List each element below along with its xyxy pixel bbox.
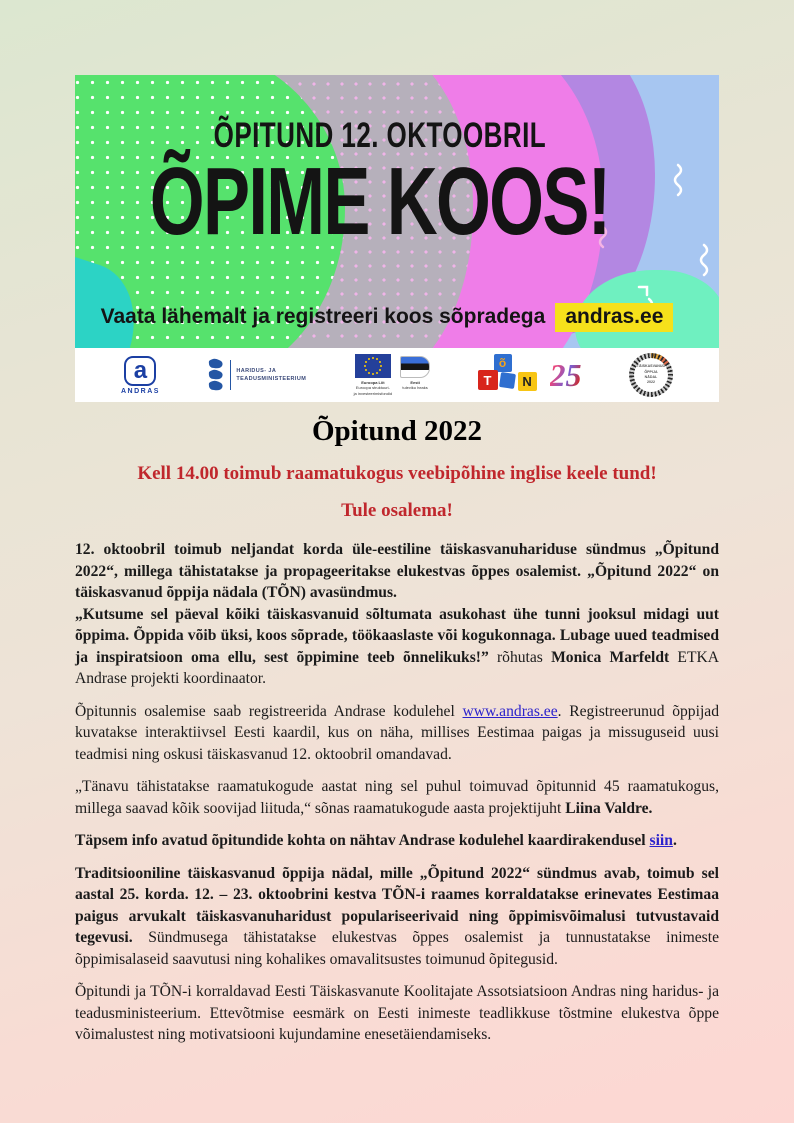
eu-caption-line1: Euroopa Liit (361, 379, 385, 385)
intro-text: 12. oktoobril toimub neljandat korda üle-eestiline täiskasvanuhariduse sündmus „Õpitund 2022“, millega tähistatakse ja propageeritakse elukestvas õppes osalemist. „Õpitund 2022“ on täiskasvanud õppija nädala (TÕN) avasündmus. (75, 541, 719, 602)
ton-block-n: N (518, 372, 537, 391)
andras-logo (121, 356, 160, 395)
eu-caption-line3: ja investeerimisfondid (353, 390, 393, 396)
banner-headline-main: ÕPIME KOOS! (150, 147, 610, 255)
libraries-quote: „Tänavu tähistatakse raamatukogude aastat ning sel puhul toimuvad õpitunnid 45 raamatukogus, millega saavad kõik soovijad liituda,“ sõnas raamatukogude aasta projektijuht (75, 778, 719, 817)
ministry-logo-divider (230, 360, 231, 390)
ton-25-anniversary: 25 (549, 357, 582, 393)
squiggle-icon (697, 243, 711, 277)
ministry-logo-text (236, 367, 306, 384)
paragraph-map-info (75, 830, 719, 852)
badge-line4: 2022 (646, 380, 655, 385)
ton-week-regular: Sündmusega tähistatakse elukestvas õppes osalemist ja tunnustatakse inimeste õppimisalaseid saavutusi ning kohalikes omavalitsustes toimunud õpitegusid. (75, 929, 719, 968)
ton-block-o: õ (494, 354, 512, 372)
andras-logo-icon: a (124, 356, 156, 386)
ton-week-bold: Traditsiooniline täiskasvanud õppija nädal, mille „Õpitund 2022“ sündmus avab, toimub sel aastal 25. korda. 12. – 23. oktoobrini kestva TÕN-i raames korraldatakse erinevates Eestimaa paigus arvukalt täiskasvanuharidust populariseerivaid ning õppimisvõimalusi tutvustavaid tegevusi. (75, 864, 719, 947)
anniversary-round-badge (629, 353, 673, 397)
banner-andras-badge: andras.ee (555, 303, 673, 332)
page-title: Õpitund 2022 (311, 415, 483, 447)
registration-text-start: Õpitunnis osalemise saab registreerida Andrase kodulehel (75, 702, 463, 720)
ton-logo (478, 354, 582, 396)
andras-logo-label: ANDRAS (121, 387, 160, 395)
campaign-banner (75, 75, 719, 348)
estonia-flag-icon (400, 356, 430, 378)
paragraph-ton-week (75, 863, 719, 971)
ministry-name-line2: TEADUSMINISTEERIUM (236, 376, 307, 382)
logo-bar (75, 348, 719, 402)
article-content (75, 415, 719, 1046)
estonia-flag-caption (402, 380, 427, 391)
announcement-line: Kell 14.00 toimub raamatukogus veebipõhine inglise keele tund! (137, 463, 657, 484)
banner-tagline: Vaata lähemalt ja registreeri koos sõpradega (100, 305, 546, 328)
quote-attribution: rõhutas (496, 648, 552, 666)
map-info-period: . (672, 832, 677, 850)
badge-line3: NÄDAL (644, 375, 658, 379)
estonia-caption-line1: Eesti (410, 379, 420, 385)
paragraph-quote (75, 604, 719, 690)
coordinator-name: Monica Marfeldt (551, 648, 670, 666)
registration-text-end: . Registreerunud õppijad kuvatakse interaktiivsel Eesti kaardil, kus on näha, millises Eestimaa paigas ja missuguseid uusi teadmisi ning oskusi täiskasvanud 12. oktoobril omandavad. (75, 702, 719, 763)
quote-text: „Kutsume sel päeval kõiki täiskasvanuid sõltumata asukohast ühe tunni jooksul midagi uut õppima. Õppida võib üksi, koos sõprade, töökaaslaste või kogukonnaga. Lubage uued teadmised ja inspiratsioon oma ellu, sest õppimine teeb õnnelikuks!” (75, 605, 719, 666)
estonia-caption-line2: tuleviku heaks (402, 385, 428, 391)
ton-block-middle (499, 372, 516, 389)
three-lions-icon (207, 358, 225, 392)
eu-funding-logo (354, 354, 430, 397)
paragraph-registration (75, 701, 719, 766)
ministry-name-line1: HARIDUS- JA (236, 367, 277, 374)
project-lead-name: Liina Valdre. (565, 799, 653, 817)
anniversary-badge-text (634, 358, 668, 392)
banner-text (75, 75, 685, 255)
eu-flag-icon (355, 354, 391, 378)
link-andras-website[interactable]: www.andras.ee (462, 702, 558, 720)
banner-headline-date: ÕPITUND 12. OKTOOBRIL (213, 115, 547, 155)
badge-line2: ÕPPIJA (644, 369, 658, 374)
map-info-text: Täpsem info avatud õpitundide kohta on nähtav Andrase kodulehel kaardirakendusel (75, 832, 650, 850)
banner-tagline-row (75, 303, 699, 332)
paragraph-libraries (75, 776, 719, 819)
coordinator-title: ETKA Andrase projekti koordinaator. (75, 648, 719, 688)
paragraph-intro (75, 539, 719, 604)
ton-block-t: T (478, 370, 498, 390)
eu-logo-caption (354, 380, 392, 397)
eu-caption-line2: Euroopa struktuuri- (355, 385, 390, 391)
ton-blocks-icon (478, 354, 540, 396)
ministry-logo (207, 358, 306, 392)
link-map-application[interactable]: siin (649, 832, 673, 850)
badge-line1: TÄISKASVANUD (636, 364, 666, 369)
organizers-text: Õpitundi ja TÕN-i korraldavad Eesti Täiskasvanute Koolitajate Assotsiatsioon Andras ning haridus- ja teadusministeerium. Ettevõtmise eesmärk on Eesti inimeste teadlikkuse tõstmine elukestva õppe võimalustest ning motivatsiooni kujundamine enesetäiendamiseks. (75, 983, 719, 1044)
paragraph-organizers (75, 981, 719, 1046)
call-to-action-line: Tule osalema! (341, 500, 453, 521)
